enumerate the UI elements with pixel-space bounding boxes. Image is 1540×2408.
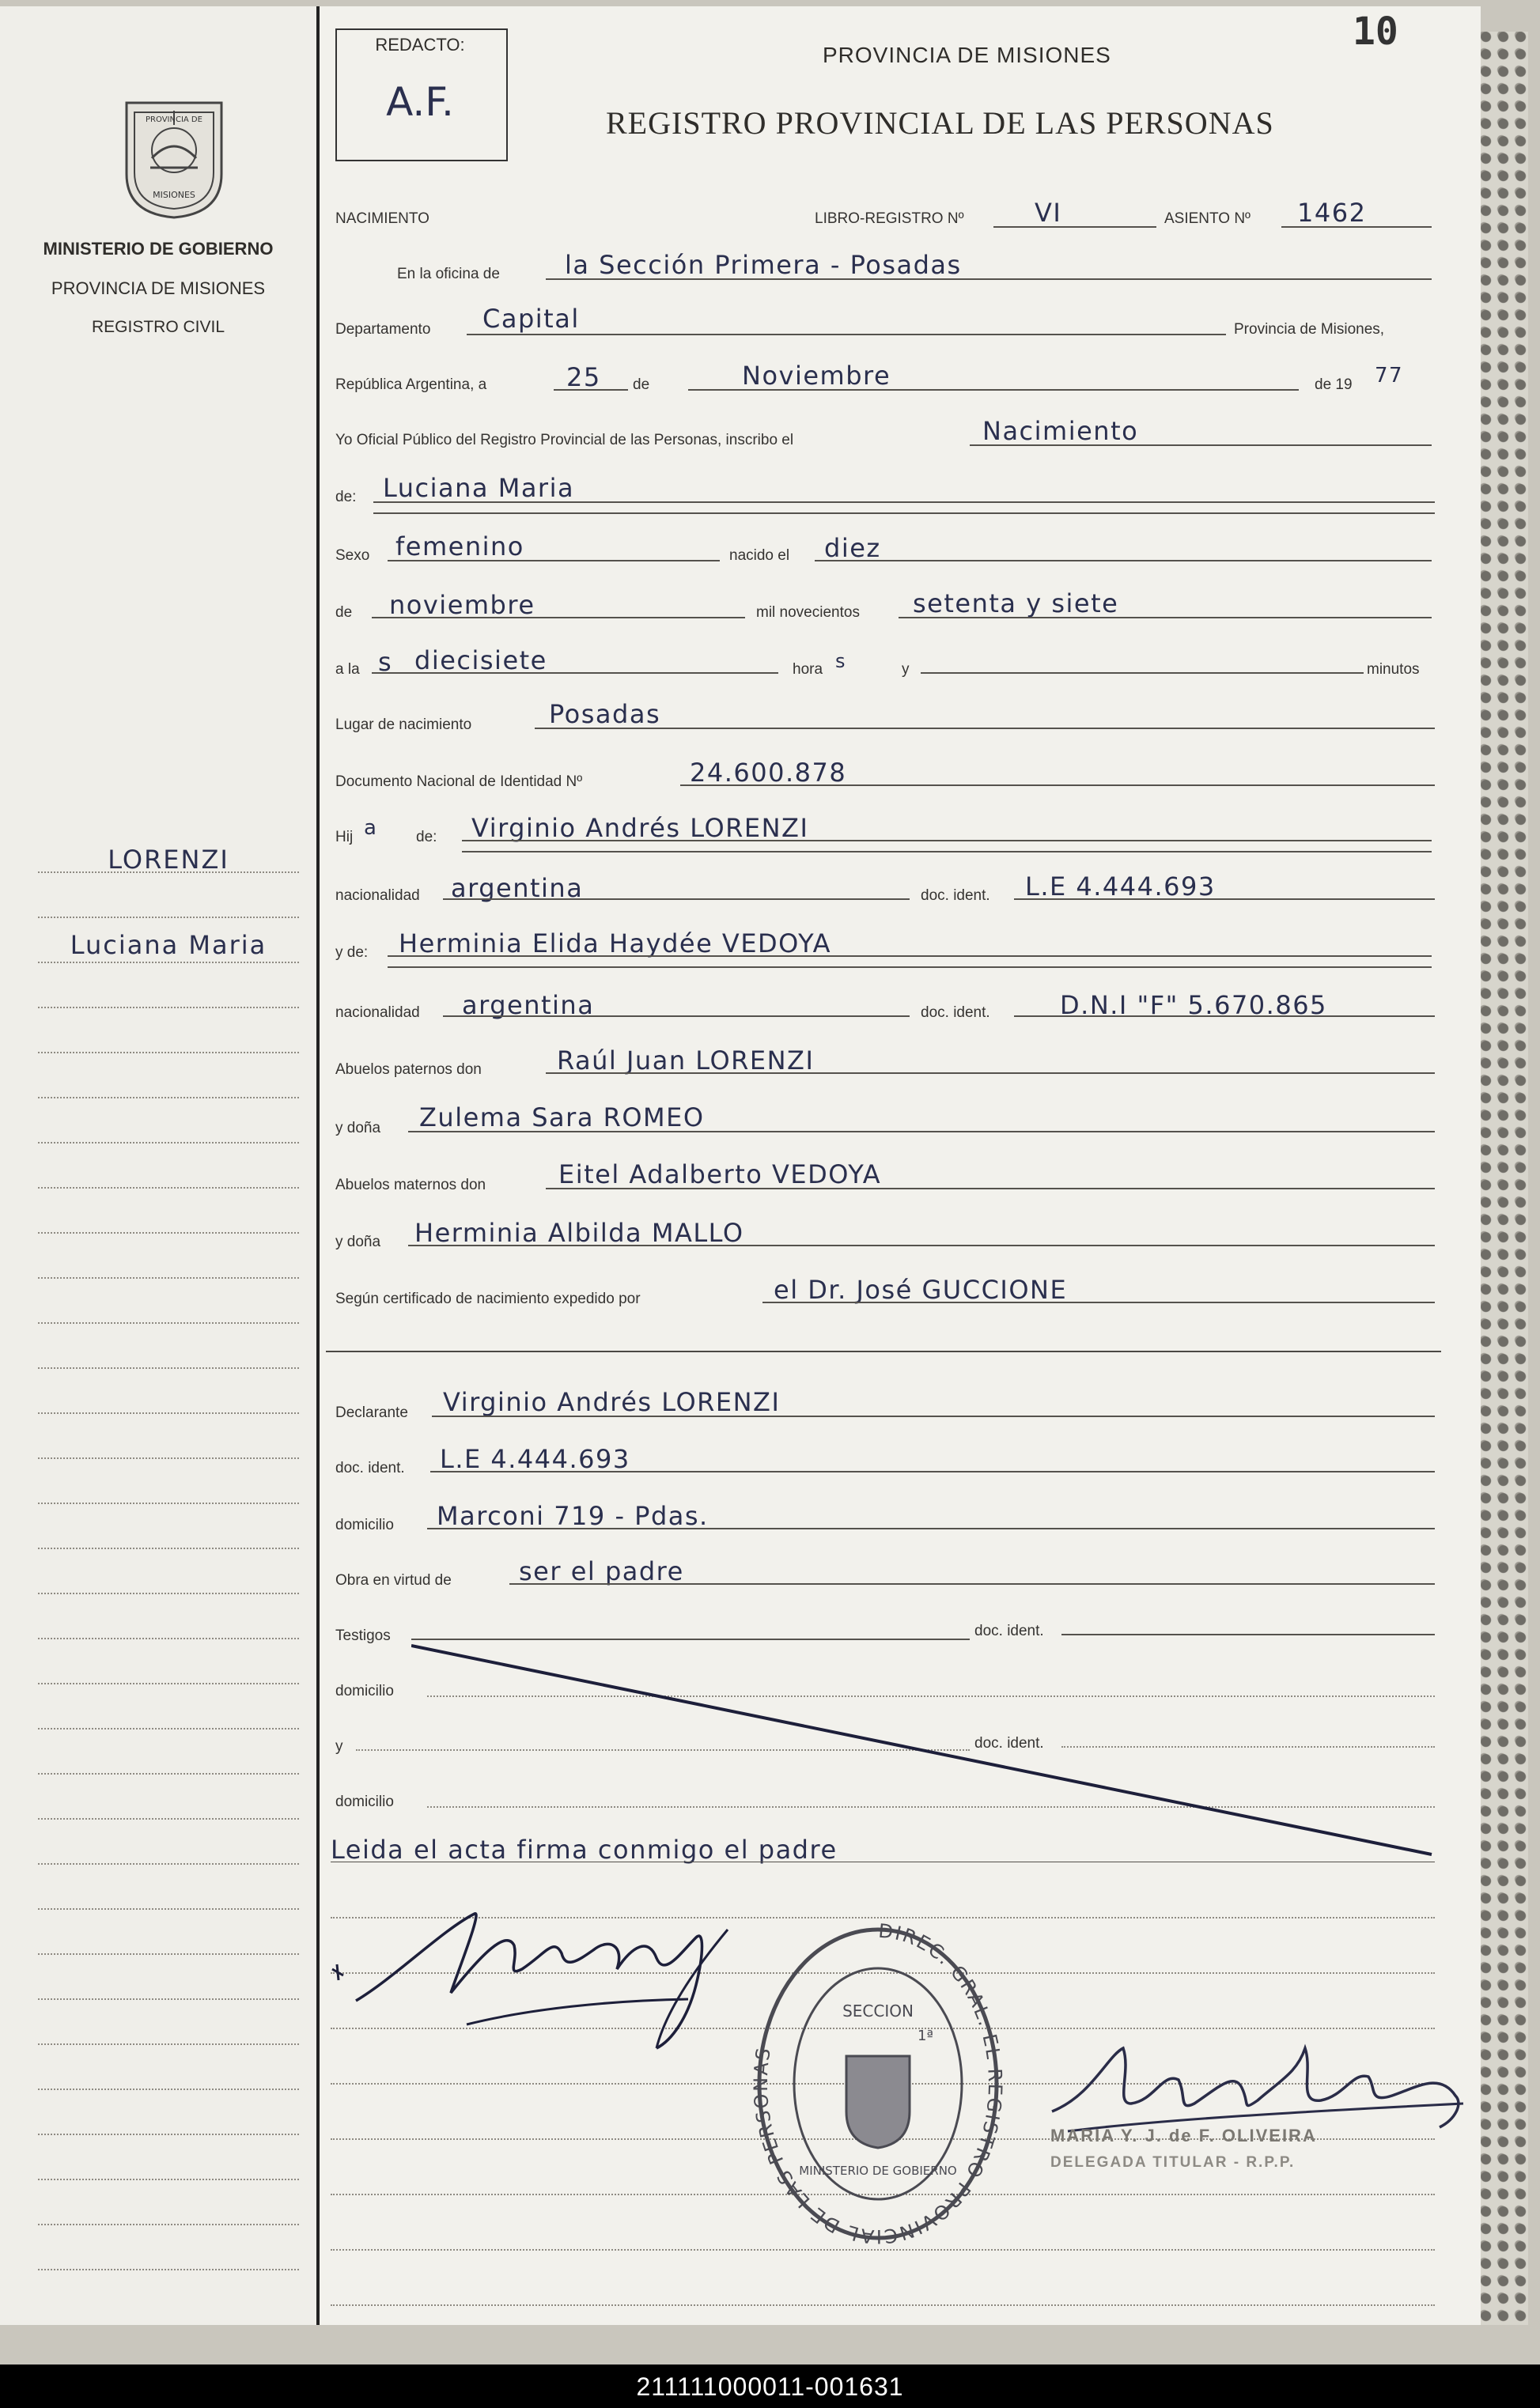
father-value: Virginio Andrés LORENZI	[471, 813, 809, 843]
ala-label: a la	[335, 661, 360, 678]
stub-ruled-line	[38, 2043, 299, 2045]
oficina-label: En la oficina de	[397, 266, 500, 282]
stamp-ring-text: DIREC. GRAL. EL REGISTRO PROVINCIAL DE LAS PERSONAS	[749, 1919, 1007, 2248]
segun-line	[762, 1302, 1435, 1303]
decl-doc-line	[430, 1471, 1435, 1472]
stub-ruled-line	[38, 1728, 299, 1729]
stub-ruled-line	[38, 1593, 299, 1594]
stub-ruled-line	[38, 2134, 299, 2135]
stub-divider-line	[316, 6, 320, 2325]
stub-ruled-line	[38, 1232, 299, 1234]
oficina-line	[546, 278, 1432, 280]
redacto-label: REDACTO:	[375, 35, 465, 55]
stub-ruled-line	[38, 1998, 299, 2000]
y-label: y	[902, 661, 910, 678]
ministerio-heading: MINISTERIO DE GOBIERNO	[43, 239, 274, 259]
hij-de-label: de:	[416, 829, 437, 845]
declarante-label: Declarante	[335, 1404, 408, 1421]
de-label: de	[633, 376, 650, 393]
stub-ruled-line	[38, 1503, 299, 1504]
declarante-line	[432, 1416, 1435, 1417]
signatory-name: MARIA Y. J. de F. OLIVEIRA	[1050, 2126, 1317, 2145]
domicilio-line	[427, 1528, 1435, 1529]
stub-ruled-line	[38, 1322, 299, 1324]
stamp-ministerio: MINISTERIO DE GOBIERNO	[799, 2164, 957, 2178]
provincia-misiones-label: Provincia de Misiones,	[1234, 321, 1385, 338]
stub-ruled-line	[38, 2179, 299, 2180]
testigo1-docident-label: doc. ident.	[974, 1623, 1044, 1639]
yde-label: y de:	[335, 944, 369, 961]
day-value: 25	[566, 362, 601, 392]
stub-ruled-line	[38, 1548, 299, 1549]
declarante-value: Virginio Andrés LORENZI	[443, 1387, 781, 1417]
stub-ruled-line	[38, 1277, 299, 1279]
testigo1-domicilio-label: domicilio	[335, 1683, 394, 1699]
official-stamp	[744, 1914, 1012, 2254]
testigo2-domicilio-label: domicilio	[335, 1794, 394, 1810]
libro-line	[993, 226, 1156, 228]
stub-ruled-line	[38, 1773, 299, 1775]
birth-year-value: setenta y siete	[913, 588, 1119, 618]
stub-ruled-line	[38, 1908, 299, 1910]
decorative-page-edge	[1481, 32, 1528, 2325]
republica-label: República Argentina, a	[335, 376, 487, 393]
father-doc-value: L.E 4.444.693	[1025, 871, 1216, 902]
dni-value: 24.600.878	[690, 758, 847, 788]
lugar-line	[535, 728, 1435, 729]
asiento-line	[1281, 226, 1432, 228]
hij-suffix-value: a	[364, 816, 378, 840]
stub-ruled-line	[38, 2224, 299, 2225]
year-label: de 19	[1315, 376, 1353, 393]
father-nacionalidad-label: nacionalidad	[335, 887, 420, 904]
abuelos-maternos-label: Abuelos maternos don	[335, 1177, 486, 1193]
stub-registro-civil: REGISTRO CIVIL	[91, 318, 225, 336]
stub-ruled-line	[38, 1097, 299, 1098]
provincia-crest-icon	[119, 95, 229, 221]
segun-label: Según certificado de nacimiento expedido por	[335, 1291, 641, 1307]
obra-label: Obra en virtud de	[335, 1572, 452, 1589]
yo-oficial-label: Yo Oficial Público del Registro Provincial de las Personas, inscribo el	[335, 432, 794, 448]
mother-value: Herminia Elida Haydée VEDOYA	[399, 928, 832, 958]
stamp-seccion-number: 1ª	[918, 2028, 933, 2044]
asiento-label: ASIENTO Nº	[1164, 210, 1251, 227]
stub-ruled-line	[38, 1412, 299, 1414]
crest-text-top: PROVINCIA DE	[146, 115, 202, 124]
stub-ruled-line	[38, 2089, 299, 2090]
father-signature	[324, 1882, 767, 2056]
stub-ruled-line	[38, 871, 299, 873]
lugar-label: Lugar de nacimiento	[335, 716, 472, 733]
father-nacionalidad-value: argentina	[451, 873, 584, 903]
abuelos-paternos-label: Abuelos paternos don	[335, 1061, 482, 1078]
year-value: 77	[1375, 364, 1404, 387]
signatory-title: DELEGADA TITULAR - R.P.P.	[1050, 2154, 1296, 2171]
hij-label: Hij	[335, 829, 354, 845]
stub-ruled-line	[38, 1367, 299, 1369]
de-colon-label: de:	[335, 489, 357, 505]
mil-novecientos-label: mil novecientos	[756, 604, 860, 621]
mother-line-2	[388, 966, 1432, 968]
stamp-seccion: SECCION	[842, 2002, 914, 2021]
father-docident-label: doc. ident.	[921, 887, 990, 904]
obra-value: ser el padre	[519, 1556, 684, 1586]
stub-given-names: Luciana Maria	[70, 930, 267, 960]
departamento-value: Capital	[482, 304, 580, 334]
oficina-value: la Sección Primera - Posadas	[565, 250, 962, 280]
inscribo-value: Nacimiento	[982, 416, 1139, 446]
page-title: REGISTRO PROVINCIAL DE LAS PERSONAS	[606, 105, 1274, 141]
testigo1-line	[411, 1639, 970, 1640]
nacimiento-label: NACIMIENTO	[335, 210, 429, 227]
stub-ruled-line	[38, 1638, 299, 1639]
mother-nacionalidad-label: nacionalidad	[335, 1004, 420, 1021]
redacto-initials: A.F.	[386, 79, 454, 125]
stub-ruled-line	[38, 1187, 299, 1189]
testigo1-doc-line	[1061, 1634, 1435, 1635]
month-value: Noviembre	[742, 361, 891, 391]
abuela-materna-line	[408, 1245, 1435, 1246]
abuelo-paterno-line	[546, 1072, 1435, 1074]
month-line	[688, 389, 1299, 391]
birth-month-line	[372, 617, 745, 618]
abuela-materna-value: Herminia Albilda MALLO	[414, 1218, 744, 1248]
stub-ruled-line	[38, 1142, 299, 1144]
strike-through-line	[411, 1641, 1455, 1862]
testigo2-docident-label: doc. ident.	[974, 1735, 1044, 1752]
stub-ruled-line	[38, 1052, 299, 1053]
name-line	[373, 501, 1435, 503]
name-line-2	[373, 512, 1435, 514]
day-line	[554, 389, 628, 391]
section-separator	[326, 1351, 1441, 1352]
father-doc-line	[1014, 898, 1435, 900]
asiento-value: 1462	[1297, 198, 1367, 228]
libro-label: LIBRO-REGISTRO Nº	[815, 210, 964, 227]
birth-month-value: noviembre	[389, 590, 535, 620]
abuelo-materno-value: Eitel Adalberto VEDOYA	[558, 1159, 882, 1189]
dni-label: Documento Nacional de Identidad Nº	[335, 773, 583, 790]
name-value: Luciana Maria	[383, 473, 575, 503]
obra-line	[509, 1583, 1435, 1585]
nacido-line	[815, 560, 1432, 561]
stub-ruled-line	[38, 1953, 299, 1955]
lower-ruled-line	[331, 2304, 1435, 2306]
segun-value: el Dr. José GUCCIONE	[774, 1275, 1068, 1305]
mother-line	[388, 955, 1432, 957]
ydona-label-1: y doña	[335, 1120, 381, 1136]
stub-ruled-line	[38, 2269, 299, 2270]
mother-docident-label: doc. ident.	[921, 1004, 990, 1021]
header-provincia: PROVINCIA DE MISIONES	[823, 43, 1111, 67]
nacido-value: diez	[824, 533, 881, 563]
father-line-2	[462, 851, 1432, 852]
birth-year-line	[899, 617, 1432, 618]
stub-ruled-line	[38, 1007, 299, 1008]
crest-text-bottom: MISIONES	[153, 190, 195, 200]
sexo-value: femenino	[395, 531, 524, 561]
abuela-paterna-value: Zulema Sara ROMEO	[419, 1102, 705, 1132]
stub-provincia: PROVINCIA DE MISIONES	[51, 278, 266, 298]
testigos-label: Testigos	[335, 1627, 391, 1644]
stub-ruled-line	[38, 1683, 299, 1684]
mother-nacionalidad-value: argentina	[462, 990, 595, 1020]
sexo-line	[388, 560, 720, 561]
testigo2-y-label: y	[335, 1738, 343, 1755]
hour-value: diecisiete	[414, 645, 547, 675]
image-code: 211111000011-001631	[636, 2372, 904, 2401]
decl-doc-value: L.E 4.444.693	[440, 1444, 630, 1474]
ydona-label-2: y doña	[335, 1234, 381, 1250]
stub-ruled-line	[38, 917, 299, 918]
libro-value: VI	[1035, 198, 1062, 228]
dni-line	[680, 784, 1435, 786]
abuelo-paterno-value: Raúl Juan LORENZI	[557, 1045, 815, 1075]
stub-ruled-line	[38, 1863, 299, 1865]
stub-ruled-line	[38, 1457, 299, 1459]
father-nacionalidad-line	[443, 898, 910, 900]
inscribo-line	[970, 444, 1432, 446]
left-stub	[0, 6, 316, 2325]
de2-label: de	[335, 604, 353, 621]
hora-label: hora	[793, 661, 823, 678]
lugar-value: Posadas	[549, 699, 661, 729]
stub-ruled-line	[38, 1818, 299, 1820]
hour-line	[372, 672, 778, 674]
minutes-line	[921, 672, 1364, 674]
abuelo-materno-line	[546, 1188, 1435, 1189]
hora-prefix-value: s	[378, 647, 393, 677]
abuela-paterna-line	[408, 1131, 1435, 1132]
father-line	[462, 840, 1432, 841]
leida-acta-text: Leida el acta firma conmigo el padre	[331, 1835, 838, 1865]
minutos-label: minutos	[1367, 661, 1420, 678]
nacido-label: nacido el	[729, 547, 790, 564]
decl-docident-label: doc. ident.	[335, 1460, 405, 1476]
domicilio-value: Marconi 719 - Pdas.	[437, 1501, 709, 1531]
sexo-label: Sexo	[335, 547, 370, 564]
hora-suffix-value: s	[835, 650, 847, 672]
stub-ruled-line	[38, 962, 299, 963]
domicilio-label: domicilio	[335, 1517, 394, 1533]
departamento-line	[467, 334, 1226, 335]
mother-nacionalidad-line	[443, 1015, 910, 1017]
departamento-label: Departamento	[335, 321, 431, 338]
mother-doc-line	[1014, 1015, 1435, 1017]
page-number: 10	[1353, 9, 1398, 54]
stub-surname: LORENZI	[108, 845, 229, 875]
mother-doc-value: D.N.I "F" 5.670.865	[1060, 990, 1327, 1020]
